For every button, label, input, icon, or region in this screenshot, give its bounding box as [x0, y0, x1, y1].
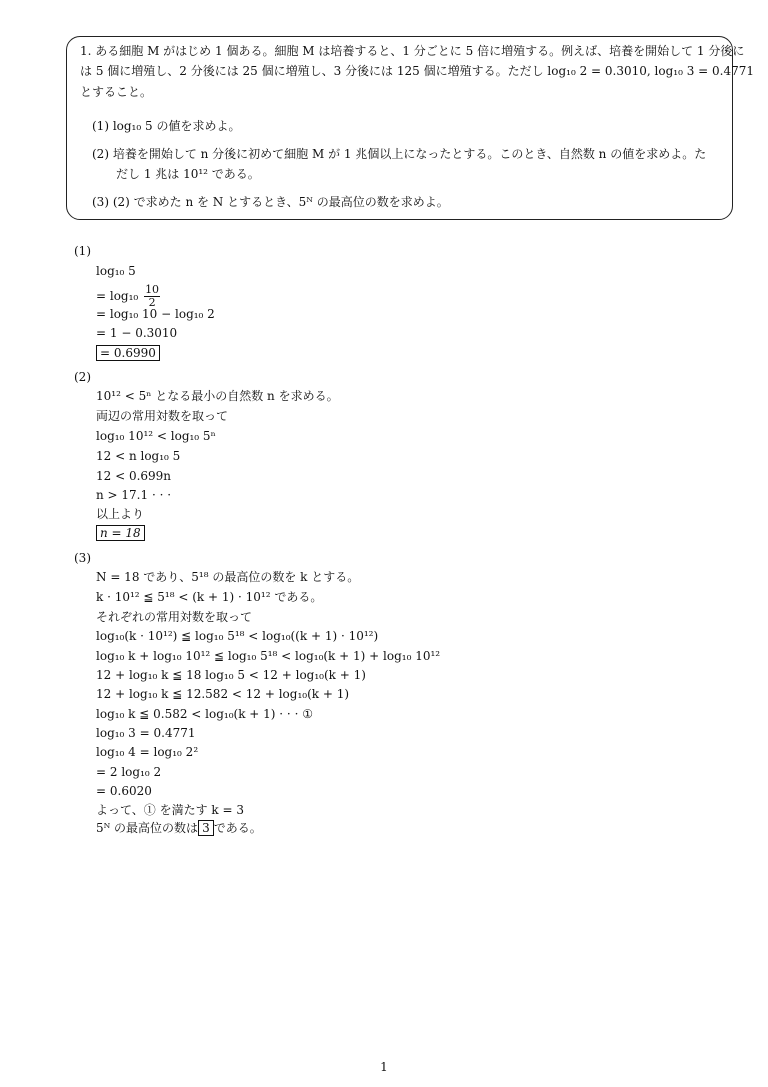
solution-1-answer-line	[96, 345, 160, 361]
solution-3-line: 12 + log₁₀ k ≦ 18 log₁₀ 5 < 12 + log₁₀(k + 1)	[96, 668, 366, 682]
solution-2-line: 両辺の常用対数を取って	[96, 409, 229, 423]
solution-3-line: log₁₀ k + log₁₀ 10¹² ≦ log₁₀ 5¹⁸ < log₁₀(k + 1) + log₁₀ 10¹²	[96, 649, 441, 663]
solution-2-line: 12 < 0.699n	[96, 469, 172, 483]
solution-3-line: log₁₀ 4 = log₁₀ 2²	[96, 745, 199, 759]
question-2-line-1: (2) 培養を開始して n 分後に初めて細胞 M が 1 兆個以上になったとする。このとき、自然数 n の値を求めよ。た	[92, 147, 707, 161]
problem-line-1: 1. ある細胞 M がはじめ 1 個ある。細胞 M は培養すると、1 分ごとに 5 倍に増殖する。例えば、培養を開始して 1 分後に	[80, 44, 745, 58]
solution-3-line: log₁₀(k · 10¹²) ≦ log₁₀ 5¹⁸ < log₁₀((k + 1) · 10¹²)	[96, 629, 379, 643]
solution-3-line: N = 18 であり、5¹⁸ の最高位の数を k とする。	[96, 570, 360, 584]
question-2-line-2: だし 1 兆は 10¹² である。	[116, 167, 260, 181]
solution-1-line: = log₁₀ 10 − log₁₀ 2	[96, 307, 215, 321]
fraction-numerator: 10	[145, 283, 160, 296]
final-text-post: である。	[213, 821, 262, 835]
solution-3-line: 12 + log₁₀ k ≦ 12.582 < 12 + log₁₀(k + 1)	[96, 687, 350, 701]
solution-3-final-line	[96, 820, 262, 836]
solution-3-line: k · 10¹² ≦ 5¹⁸ < (k + 1) · 10¹² である。	[96, 590, 323, 604]
question-1: (1) log₁₀ 5 の値を求めよ。	[92, 119, 241, 133]
solution-2-line: log₁₀ 10¹² < log₁₀ 5ⁿ	[96, 429, 216, 443]
solution-2-label: (2)	[74, 370, 91, 384]
solution-3-line: それぞれの常用対数を取って	[96, 610, 253, 624]
boxed-answer: = 0.6990	[96, 345, 160, 361]
solution-3-line: = 0.6020	[96, 784, 152, 798]
solution-3-line: = 2 log₁₀ 2	[96, 765, 162, 779]
boxed-answer: 3	[198, 820, 214, 836]
fraction-denominator: 2	[148, 296, 156, 309]
solution-2-answer-line	[96, 525, 145, 541]
solution-3-line: よって、① を満たす k = 3	[96, 803, 244, 817]
solution-1-line: = 1 − 0.3010	[96, 326, 178, 340]
problem-line-3: とすること。	[80, 85, 153, 99]
page-number: 1	[380, 1060, 388, 1074]
solution-1-label: (1)	[74, 244, 91, 258]
solution-1-line: = log₁₀	[96, 289, 139, 303]
solution-2-line: n > 17.1 · · ·	[96, 488, 172, 502]
boxed-answer: n = 18	[96, 525, 145, 541]
solution-3-line: log₁₀ 3 = 0.4771	[96, 726, 196, 740]
solution-3-label: (3)	[74, 551, 91, 565]
solution-1-line: log₁₀ 5	[96, 264, 136, 278]
question-3: (3) (2) で求めた n を N とするとき、5ᴺ の最高位の数を求めよ。	[92, 195, 449, 209]
solution-2-line: 以上より	[96, 507, 145, 521]
solution-2-line: 10¹² < 5ⁿ となる最小の自然数 n を求める。	[96, 389, 339, 403]
problem-line-2: は 5 個に増殖し、2 分後には 25 個に増殖し、3 分後には 125 個に増殖する。ただし log₁₀ 2 = 0.3010, log₁₀ 3 = 0.4771	[80, 64, 755, 78]
solution-3-line: log₁₀ k ≦ 0.582 < log₁₀(k + 1) · · · ①	[96, 707, 313, 721]
final-text-pre: 5ᴺ の最高位の数は	[96, 821, 199, 835]
solution-2-line: 12 < n log₁₀ 5	[96, 449, 181, 463]
